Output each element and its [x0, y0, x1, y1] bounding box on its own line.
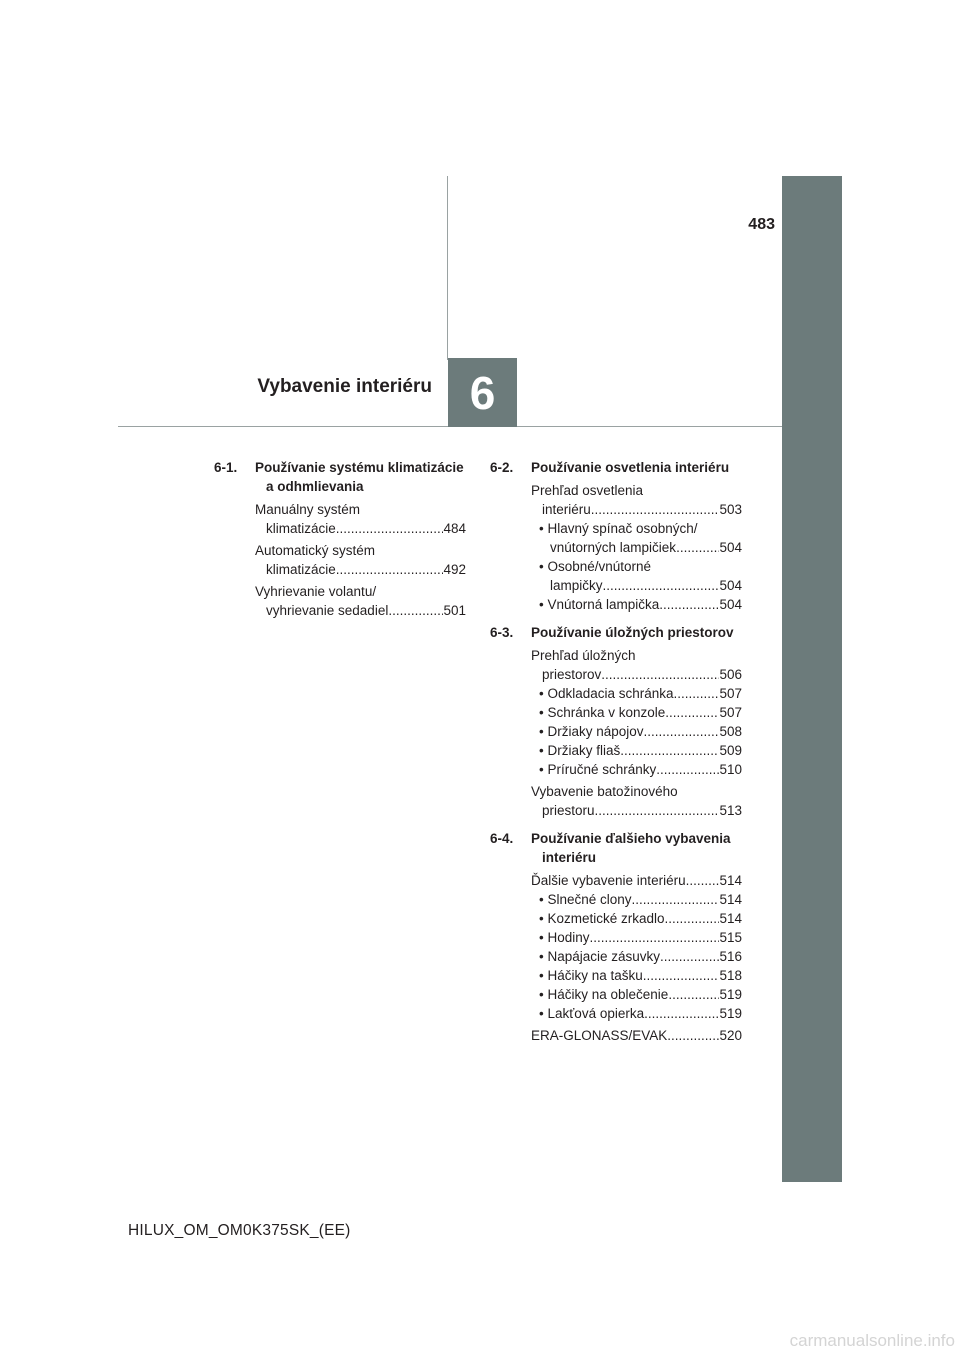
entry-title-cont: interiéru: [542, 502, 591, 517]
toc-section-6-3: [490, 623, 742, 820]
dot-leader: [336, 519, 444, 538]
toc-entry[interactable]: [255, 500, 466, 538]
dot-leader: [632, 890, 720, 909]
toc-subentry[interactable]: [531, 595, 742, 614]
subentry-title: • Schránka v konzole: [539, 705, 666, 720]
section-title: Používanie osvetlenia interiéru: [531, 460, 730, 475]
entry-page: 520: [719, 1028, 742, 1043]
section-number: 6-1.: [214, 460, 238, 475]
entry-page: 503: [719, 502, 742, 517]
toc-subentry[interactable]: [531, 684, 742, 703]
subentry-title: • Držiaky fliaš: [539, 743, 621, 758]
toc-subentry[interactable]: [531, 966, 742, 985]
entry-title: Prehľad úložných: [531, 648, 636, 663]
section-heading[interactable]: [214, 458, 466, 496]
toc-subentry[interactable]: [531, 760, 742, 779]
toc-subentry[interactable]: [531, 722, 742, 741]
dot-leader: [595, 801, 720, 820]
entry-title-cont: klimatizácie: [266, 562, 336, 577]
entry-title: ERA-GLONASS/EVAK: [531, 1028, 668, 1043]
toc-section-6-2: [490, 458, 742, 614]
dot-leader: [336, 560, 444, 579]
section-heading[interactable]: [490, 623, 742, 642]
dot-leader: [676, 538, 719, 557]
watermark: carmanualsonline.info: [789, 1331, 955, 1350]
toc-subentry[interactable]: [531, 890, 742, 909]
dot-leader: [643, 966, 720, 985]
entry-title: Automatický systém: [255, 543, 376, 558]
subentry-page: 508: [719, 724, 742, 739]
entry-title: Ďalšie vybavenie interiéru: [531, 873, 686, 888]
toc-entry[interactable]: [531, 871, 742, 890]
toc-entry[interactable]: [531, 782, 742, 820]
subentry-title: • Hlavný spínač osobných/: [539, 521, 698, 536]
entry-page: 513: [719, 803, 742, 818]
section-heading[interactable]: [490, 829, 742, 867]
toc-subentry[interactable]: [531, 741, 742, 760]
toc-subentry[interactable]: [531, 928, 742, 947]
section-number: 6-2.: [490, 460, 514, 475]
section-number: 6-4.: [490, 831, 514, 846]
subentry-page: 515: [719, 930, 742, 945]
subentry-title: • Hodiny: [539, 930, 590, 945]
entry-page: 501: [443, 603, 466, 618]
chapter-number-box: [448, 358, 517, 427]
entry-page: 514: [719, 873, 742, 888]
chapter-title: Vybavenie interiéru: [257, 376, 432, 397]
subentry-page: 504: [719, 540, 742, 555]
subentry-title: • Príručné schránky: [539, 762, 657, 777]
toc-subentry[interactable]: [531, 519, 742, 557]
subentry-title: • Háčiky na oblečenie: [539, 987, 669, 1002]
subentry-title-cont: vnútorných lampičiek: [550, 540, 677, 555]
entry-title-cont: priestorov: [542, 667, 602, 682]
section-title: Používanie systému klimatizácie a odhmlievania: [255, 460, 464, 494]
dot-leader: [674, 684, 720, 703]
dot-leader: [660, 947, 719, 966]
entry-page: 484: [443, 521, 466, 536]
toc-entry[interactable]: [531, 481, 742, 519]
dot-leader: [591, 500, 720, 519]
toc-entry[interactable]: [531, 646, 742, 684]
subentry-title: • Slnečné clony: [539, 892, 632, 907]
entry-title-cont: klimatizácie: [266, 521, 336, 536]
dot-leader: [656, 760, 719, 779]
toc-subentry[interactable]: [531, 947, 742, 966]
entry-title: Manuálny systém: [255, 502, 361, 517]
toc-section-6-1: [214, 458, 466, 620]
toc-subentry[interactable]: [531, 985, 742, 1004]
section-title: Používanie úložných priestorov: [531, 625, 734, 640]
dot-leader: [590, 928, 720, 947]
subentry-title: • Kozmetické zrkadlo: [539, 911, 665, 926]
subentry-page: 507: [719, 686, 742, 701]
subentry-page: 516: [719, 949, 742, 964]
dot-leader: [667, 1026, 719, 1045]
document-footer-code: HILUX_OM_OM0K375SK_(EE): [128, 1222, 351, 1239]
toc-right-column: [490, 458, 742, 1054]
dot-leader: [388, 601, 443, 620]
subentry-title-cont: lampičky: [550, 578, 603, 593]
subentry-title: • Vnútorná lampička: [539, 597, 660, 612]
subentry-page: 519: [719, 987, 742, 1002]
dot-leader: [603, 576, 720, 595]
subentry-page: 514: [719, 911, 742, 926]
chapter-side-tab: [782, 176, 842, 1182]
toc-subentry[interactable]: [531, 557, 742, 595]
dot-leader: [665, 909, 720, 928]
entry-title-cont: priestoru: [542, 803, 595, 818]
chapter-number: 6: [469, 366, 496, 419]
subentry-page: 504: [719, 597, 742, 612]
section-number: 6-3.: [490, 625, 514, 640]
page-number: 483: [748, 216, 775, 233]
vertical-rule: [447, 176, 448, 360]
toc-subentry[interactable]: [531, 909, 742, 928]
toc-entry[interactable]: [255, 541, 466, 579]
subentry-title: • Lakťová opierka: [539, 1006, 645, 1021]
dot-leader: [686, 871, 720, 890]
subentry-title: • Odkladacia schránka: [539, 686, 674, 701]
section-title: Používanie ďalšieho vybavenia interiéru: [531, 831, 731, 865]
subentry-page: 504: [719, 578, 742, 593]
entry-title: Vybavenie batožinového: [531, 784, 678, 799]
subentry-title: • Držiaky nápojov: [539, 724, 644, 739]
entry-title-cont: vyhrievanie sedadiel: [266, 603, 389, 618]
toc-subentry[interactable]: [531, 703, 742, 722]
dot-leader: [668, 985, 719, 1004]
subentry-page: 507: [719, 705, 742, 720]
toc-entry[interactable]: [531, 1026, 742, 1045]
dot-leader: [644, 1004, 719, 1023]
section-heading[interactable]: [490, 458, 742, 477]
toc-subentry[interactable]: [531, 1004, 742, 1023]
entry-page: 492: [443, 562, 466, 577]
dot-leader: [665, 703, 719, 722]
entry-title: Prehľad osvetlenia: [531, 483, 644, 498]
subentry-page: 519: [719, 1006, 742, 1021]
subentry-title: • Osobné/vnútorné: [539, 559, 652, 574]
toc-section-6-4: [490, 829, 742, 1045]
toc-left-column: [214, 458, 466, 629]
subentry-page: 509: [719, 743, 742, 758]
subentry-page: 518: [719, 968, 742, 983]
entry-page: 506: [719, 667, 742, 682]
dot-leader: [644, 722, 720, 741]
subentry-page: 514: [719, 892, 742, 907]
subentry-title: • Napájacie zásuvky: [539, 949, 661, 964]
dot-leader: [601, 665, 719, 684]
dot-leader: [620, 741, 719, 760]
dot-leader: [659, 595, 719, 614]
subentry-page: 510: [719, 762, 742, 777]
subentry-title: • Háčiky na tašku: [539, 968, 643, 983]
entry-title: Vyhrievanie volantu/: [255, 584, 377, 599]
toc-entry[interactable]: [255, 582, 466, 620]
